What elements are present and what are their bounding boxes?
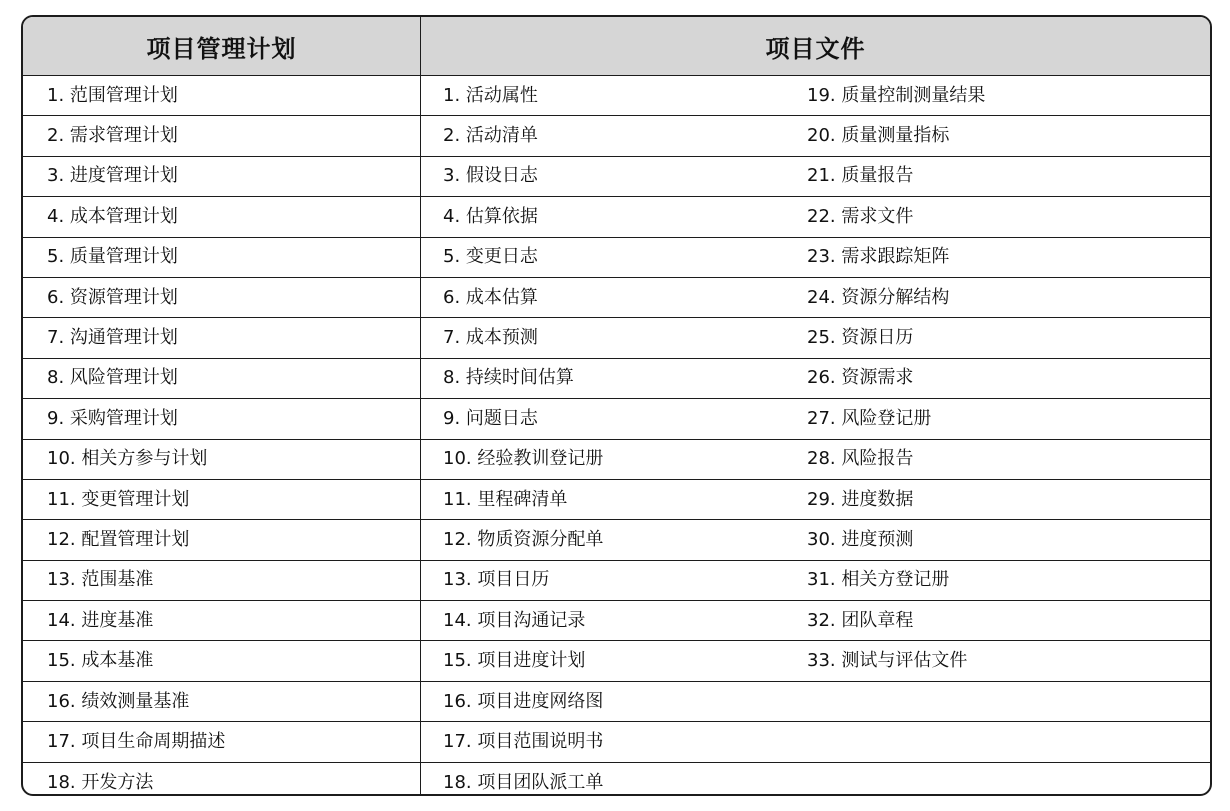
plan-item: 5. 质量管理计划 [47,246,178,268]
doc-item: 19. 质量控制测量结果 [807,84,986,106]
table-row [23,359,420,399]
doc-item: 29. 进度数据 [807,488,914,510]
doc-item: 33. 测试与评估文件 [807,650,968,672]
doc-item: 27. 风险登记册 [807,407,932,429]
doc-item: 21. 质量报告 [807,165,914,187]
doc-item: 30. 进度预测 [807,528,914,550]
plan-item: 12. 配置管理计划 [47,528,190,550]
table-row [421,238,1210,278]
table-row [421,157,1210,197]
plan-column [23,76,421,796]
plan-item: 9. 采购管理计划 [47,407,178,429]
doc-item: 32. 团队章程 [807,609,914,631]
plan-item: 17. 项目生命周期描述 [47,730,226,752]
table-row [23,116,420,156]
table-row [421,116,1210,156]
table-row [421,359,1210,399]
plan-item: 3. 进度管理计划 [47,165,178,187]
table-row [23,238,420,278]
plan-item: 14. 进度基准 [47,609,154,631]
table-row [23,722,420,762]
plan-item: 18. 开发方法 [47,771,154,793]
project-table [21,15,1212,796]
doc-item: 23. 需求跟踪矩阵 [807,246,950,268]
plan-item: 16. 绩效测量基准 [47,690,190,712]
table-row [23,480,420,520]
table-row [23,318,420,358]
doc-item: 22. 需求文件 [807,205,914,227]
doc-item: 24. 资源分解结构 [807,286,950,308]
doc-item: 15. 项目进度计划 [443,650,586,672]
plan-item: 2. 需求管理计划 [47,125,178,147]
doc-item: 31. 相关方登记册 [807,569,950,591]
doc-item: 28. 风险报告 [807,448,914,470]
doc-item: 6. 成本估算 [443,286,538,308]
doc-item: 12. 物质资源分配单 [443,528,604,550]
table-row [421,399,1210,439]
table-row [421,641,1210,681]
table-body [23,76,1210,796]
table-row [23,440,420,480]
table-row [421,197,1210,237]
doc-item: 10. 经验教训登记册 [443,448,604,470]
table-row [421,278,1210,318]
table-row [23,682,420,722]
plan-column-header: 项目管理计划 [23,17,421,75]
table-row [23,601,420,641]
doc-item: 2. 活动清单 [443,125,538,147]
doc-item: 13. 项目日历 [443,569,550,591]
plan-item: 8. 风险管理计划 [47,367,178,389]
table-row [421,318,1210,358]
table-row [23,641,420,681]
doc-item: 25. 资源日历 [807,327,914,349]
plan-item: 6. 资源管理计划 [47,286,178,308]
table-header [23,17,1210,76]
table-row [421,763,1210,796]
table-row [421,722,1210,762]
doc-item: 9. 问题日志 [443,407,538,429]
table-row [421,76,1210,116]
doc-item: 8. 持续时间估算 [443,367,574,389]
doc-item: 20. 质量测量指标 [807,125,950,147]
table-row [23,278,420,318]
doc-item: 11. 里程碑清单 [443,488,568,510]
doc-item: 18. 项目团队派工单 [443,771,604,793]
table-row [23,520,420,560]
docs-column-header: 项目文件 [765,34,866,63]
doc-item: 17. 项目范围说明书 [443,730,604,752]
doc-item: 16. 项目进度网络图 [443,690,604,712]
table-row [23,399,420,439]
table-row [23,157,420,197]
plan-item: 15. 成本基准 [47,650,154,672]
doc-item: 5. 变更日志 [443,246,538,268]
plan-item: 10. 相关方参与计划 [47,448,208,470]
table-row [23,561,420,601]
table-row [421,480,1210,520]
doc-item: 7. 成本预测 [443,327,538,349]
plan-item: 13. 范围基准 [47,569,154,591]
doc-item: 1. 活动属性 [443,84,538,106]
doc-item: 4. 估算依据 [443,205,538,227]
table-row [421,601,1210,641]
table-row [421,520,1210,560]
doc-item: 14. 项目沟通记录 [443,609,586,631]
table-row [421,440,1210,480]
doc-item: 3. 假设日志 [443,165,538,187]
table-row [421,561,1210,601]
table-row [23,197,420,237]
plan-item: 1. 范围管理计划 [47,84,178,106]
table-row [23,763,420,796]
plan-item: 11. 变更管理计划 [47,488,190,510]
docs-column [421,76,1210,796]
plan-item: 4. 成本管理计划 [47,205,178,227]
table-row [23,76,420,116]
plan-item: 7. 沟通管理计划 [47,327,178,349]
doc-item: 26. 资源需求 [807,367,914,389]
table-row [421,682,1210,722]
